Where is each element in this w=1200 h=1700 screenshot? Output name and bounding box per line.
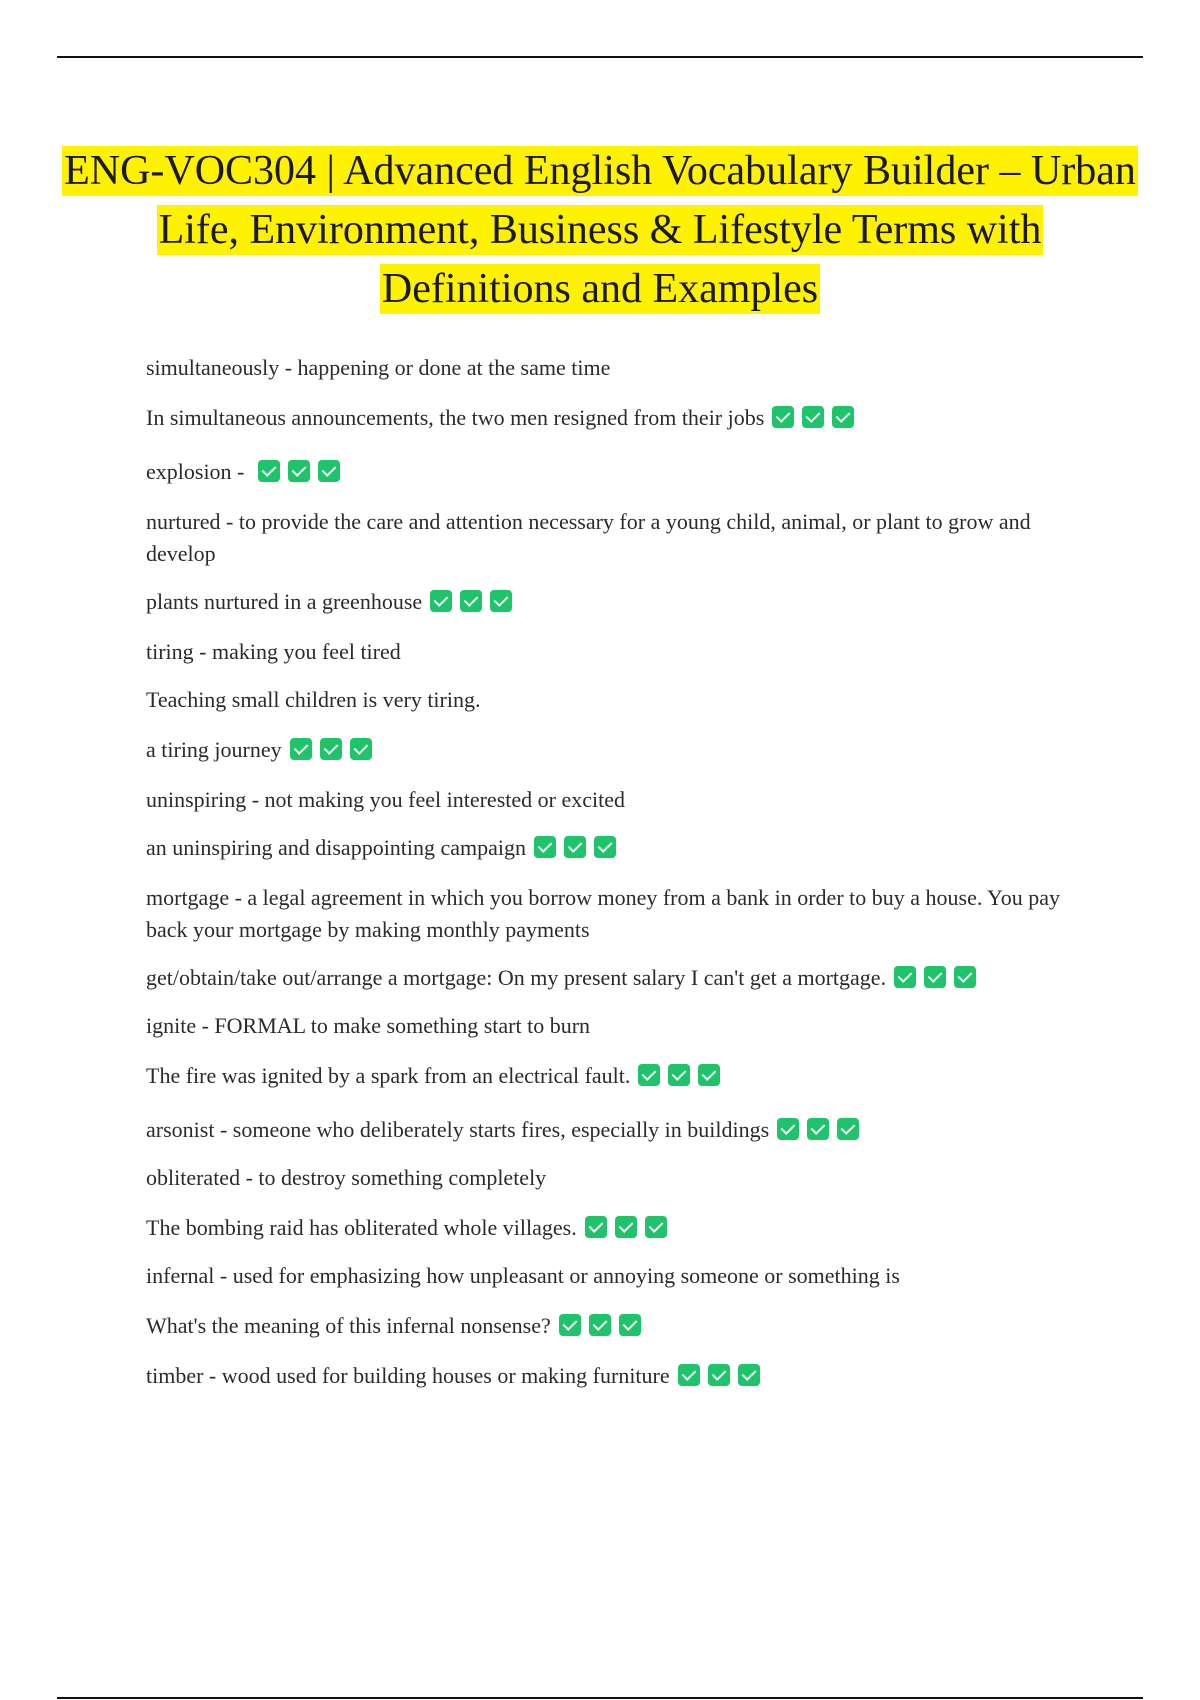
checkmark-icon [615,1216,637,1238]
vocab-line [146,832,1086,864]
top-rule [57,56,1143,58]
checkmark-icon [668,1064,690,1086]
checkmark-icon [924,966,946,988]
vocab-line-text: In simultaneous announcements, the two men resigned from their jobs [146,405,765,430]
checkmark-icon [288,460,310,482]
vocab-line [146,1162,1086,1194]
checkmark-icon [802,406,824,428]
checkmark-icon [678,1364,700,1386]
check-group [250,459,340,484]
vocab-line-text: timber - wood used for building houses or making furniture [146,1363,670,1388]
vocab-line [146,636,1086,668]
vocab-line-text: The fire was ignited by a spark from an electrical fault. [146,1063,631,1088]
vocab-line-text: infernal - used for emphasizing how unpleasant or annoying someone or something is [146,1263,900,1288]
check-group [886,965,976,990]
vocab-line [146,962,1086,994]
vocabulary-list [146,336,1086,1392]
vocab-line [146,734,1086,766]
vocab-line [146,586,1086,618]
vocab-line-text: plants nurtured in a greenhouse [146,589,423,614]
checkmark-icon [320,738,342,760]
vocab-line [146,1060,1086,1092]
check-group [769,1117,859,1142]
check-group [282,737,372,762]
checkmark-icon [290,738,312,760]
vocab-line-text: get/obtain/take out/arrange a mortgage: On my present salary I can't get a mortgage. [146,965,887,990]
vocab-line-text: an uninspiring and disappointing campaign [146,835,527,860]
checkmark-icon [594,836,616,858]
check-group [551,1313,641,1338]
checkmark-icon [777,1118,799,1140]
vocab-line [146,684,1086,716]
check-group [422,589,512,614]
checkmark-icon [954,966,976,988]
vocab-line-text: a tiring journey [146,737,282,762]
vocab-line-text: ignite - FORMAL to make something start to burn [146,1013,591,1038]
checkmark-icon [534,836,556,858]
vocab-line [146,506,1086,570]
checkmark-icon [738,1364,760,1386]
checkmark-icon [837,1118,859,1140]
vocab-line-text: simultaneously - happening or done at the same time [146,355,611,380]
checkmark-icon [832,406,854,428]
vocab-line-text: uninspiring - not making you feel interested or excited [146,787,625,812]
checkmark-icon [585,1216,607,1238]
checkmark-icon [318,460,340,482]
vocab-line [146,456,1086,488]
checkmark-icon [589,1314,611,1336]
checkmark-icon [460,590,482,612]
checkmark-icon [258,460,280,482]
checkmark-icon [894,966,916,988]
vocab-line [146,1260,1086,1292]
vocab-line [146,1114,1086,1146]
vocab-line-text: nurtured - to provide the care and attention necessary for a young child, animal, or plant to grow and develop [146,509,1031,566]
checkmark-icon [564,836,586,858]
vocab-line [146,784,1086,816]
title-highlight: ENG-VOC304 | Advanced English Vocabulary Builder – Urban Life, Environment, Business & Lifestyle Terms with Definitions and Examples [64,148,1136,312]
vocab-line-text: arsonist - someone who deliberately starts fires, especially in buildings [146,1117,770,1142]
vocab-line [146,1212,1086,1244]
check-group [630,1063,720,1088]
check-group [526,835,616,860]
document-title [60,142,1140,319]
vocab-line-text: What's the meaning of this infernal nonsense? [146,1313,551,1338]
check-group [577,1215,667,1240]
vocab-line [146,1310,1086,1342]
checkmark-icon [619,1314,641,1336]
vocab-line-text: Teaching small children is very tiring. [146,687,481,712]
checkmark-icon [638,1064,660,1086]
vocab-line-text: obliterated - to destroy something completely [146,1165,547,1190]
vocab-line [146,882,1086,946]
vocab-line-text: mortgage - a legal agreement in which you borrow money from a bank in order to buy a house. You pay back your mortgage by making monthly payments [146,885,1060,942]
checkmark-icon [645,1216,667,1238]
vocab-line-text: tiring - making you feel tired [146,639,401,664]
checkmark-icon [350,738,372,760]
vocab-line [146,352,1086,384]
checkmark-icon [490,590,512,612]
checkmark-icon [430,590,452,612]
checkmark-icon [772,406,794,428]
bottom-rule [57,1697,1143,1699]
vocab-line-text: The bombing raid has obliterated whole villages. [146,1215,577,1240]
vocab-line [146,1360,1086,1392]
checkmark-icon [698,1064,720,1086]
checkmark-icon [807,1118,829,1140]
vocab-line-text: explosion - [146,459,250,484]
checkmark-icon [708,1364,730,1386]
vocab-line [146,402,1086,434]
check-group [764,405,854,430]
check-group [670,1363,760,1388]
vocab-line [146,1010,1086,1042]
checkmark-icon [559,1314,581,1336]
